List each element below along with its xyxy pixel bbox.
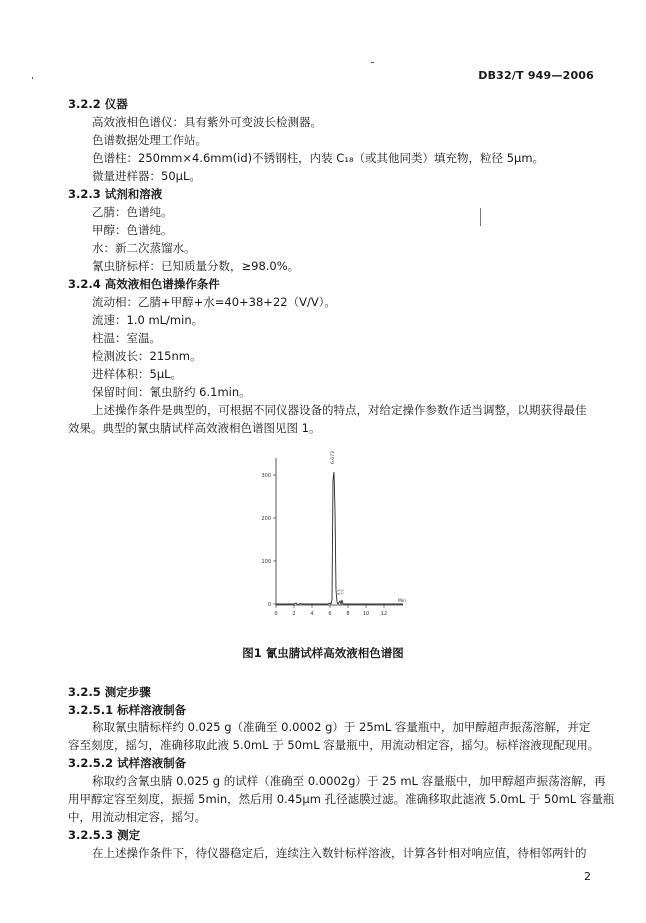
x-tick-label: 6 bbox=[328, 611, 332, 617]
s322-item: 色谱数据处理工作站。 bbox=[92, 133, 207, 147]
x-tick bbox=[274, 605, 277, 617]
scan-speck bbox=[371, 62, 374, 63]
s3252-text-line-1: 称取约含氰虫腈 0.025 g 的试样（准确至 0.0002g）于 25 mL 容量瓶中，加甲醇超声振荡溶解，再 bbox=[92, 774, 606, 788]
x-tick-label: 12 bbox=[380, 611, 388, 617]
s324-item: 保留时间：氰虫脐约 6.1min。 bbox=[92, 385, 251, 399]
s3253-text-line-1: 在上述操作条件下，待仪器稳定后，连续注入数针标样溶液，计算各针相对响应值，待相邻两针的 bbox=[92, 846, 587, 860]
s324-item: 流动相：乙腈+甲醇+水=40+38+22（V/V）。 bbox=[92, 295, 336, 309]
y-tick-label: 0 bbox=[267, 602, 271, 608]
x-tick bbox=[381, 605, 387, 617]
y-tick-label: 100 bbox=[261, 559, 271, 565]
s323-item: 乙腈：色谱纯。 bbox=[92, 205, 173, 219]
scan-mark bbox=[480, 208, 481, 226]
y-tick-label: 300 bbox=[261, 473, 271, 479]
section-3-2-5-3-title: 3.2.5.3 测定 bbox=[68, 828, 141, 842]
x-tick bbox=[328, 605, 331, 617]
section-3-2-5-title: 3.2.5 测定步骤 bbox=[68, 685, 151, 699]
x-tick bbox=[363, 605, 369, 617]
s324-item: 进样体积：5μL。 bbox=[92, 367, 183, 381]
chromatogram-trace bbox=[276, 472, 403, 605]
main-peak-label: 6.073 bbox=[331, 451, 336, 464]
page-number: 2 bbox=[584, 870, 591, 883]
x-tick-label: 0 bbox=[274, 611, 278, 617]
x-tick-label: 8 bbox=[346, 611, 350, 617]
s324-note-line-1: 上述操作条件是典型的，可根据不同仪器设备的特点，对给定操作参数作适当调整，以期获得最佳 bbox=[92, 403, 587, 417]
small-peak-label: 7.0 bbox=[340, 589, 345, 595]
s322-item: 色谱柱：250mm×4.6mm(id)不锈钢柱，内装 C₁₈（或其他同类）填充物，粒径 5μm。 bbox=[92, 151, 545, 165]
s3251-text-line-2: 容至刻度，摇匀，准确移取此液 5.0mL 于 50mL 容量瓶中，用流动相定容，摇匀。标样溶液现配现用。 bbox=[68, 738, 600, 752]
s323-item: 水：新二次蒸馏水。 bbox=[92, 241, 196, 255]
s324-item: 流速：1.0 mL/min。 bbox=[92, 313, 204, 327]
x-tick-label: 4 bbox=[310, 611, 314, 617]
s322-item: 高效液相色谱仪：具有紫外可变波长检测器。 bbox=[92, 115, 322, 129]
s322-item: 微量进样器：50μL。 bbox=[92, 169, 201, 183]
scan-speck bbox=[32, 77, 33, 79]
x-tick bbox=[310, 605, 313, 617]
x-tick bbox=[346, 605, 349, 617]
s323-item: 甲醇：色谱纯。 bbox=[92, 223, 173, 237]
y-tick-100 bbox=[261, 559, 276, 565]
s3252-text-line-2: 用甲醇定容至刻度，振摇 5min，然后用 0.45μm 孔径滤膜过滤。准确移取此滤液 5.0mL 于 50mL 容量瓶 bbox=[68, 792, 615, 806]
x-tick bbox=[292, 605, 295, 617]
x-tick-label: 10 bbox=[362, 611, 370, 617]
section-3-2-5-2-title: 3.2.5.2 试样溶液制备 bbox=[68, 756, 187, 770]
y-tick-0 bbox=[268, 602, 276, 608]
figure-caption: 图1 氰虫腈试样高效液相色谱图 bbox=[242, 646, 404, 660]
y-tick-300 bbox=[261, 473, 276, 479]
section-3-2-3-title: 3.2.3 试剂和溶液 bbox=[68, 187, 163, 201]
x-unit-label: Min bbox=[398, 599, 406, 604]
chromatogram-figure bbox=[258, 450, 418, 625]
y-tick-200 bbox=[261, 516, 276, 522]
s324-note-line-2: 效果。典型的氰虫腈试样高效液相色谱图见图 1。 bbox=[68, 421, 321, 435]
x-tick-label: 2 bbox=[292, 611, 296, 617]
section-3-2-2-title: 3.2.2 仪器 bbox=[68, 97, 128, 111]
s323-item: 氰虫脐标样：已知质量分数，≥98.0%。 bbox=[92, 259, 300, 273]
standard-code: DB32/T 949—2006 bbox=[478, 69, 594, 82]
s3252-text-line-3: 中，用流动相定容，摇匀。 bbox=[68, 810, 206, 824]
s3251-text-line-1: 称取氰虫腈标样约 0.025 g（准确至 0.0002 g）于 25mL 容量瓶中，加甲醇超声振荡溶解，并定 bbox=[92, 720, 591, 734]
section-3-2-5-1-title: 3.2.5.1 标样溶液制备 bbox=[68, 703, 187, 717]
section-3-2-4-title: 3.2.4 高效液相色谱操作条件 bbox=[68, 277, 220, 291]
small-peak-label: 6.5 bbox=[337, 589, 341, 595]
s324-item: 检测波长：215nm。 bbox=[92, 349, 202, 363]
s324-item: 柱温：室温。 bbox=[92, 331, 161, 345]
y-tick-label: 200 bbox=[261, 516, 271, 522]
